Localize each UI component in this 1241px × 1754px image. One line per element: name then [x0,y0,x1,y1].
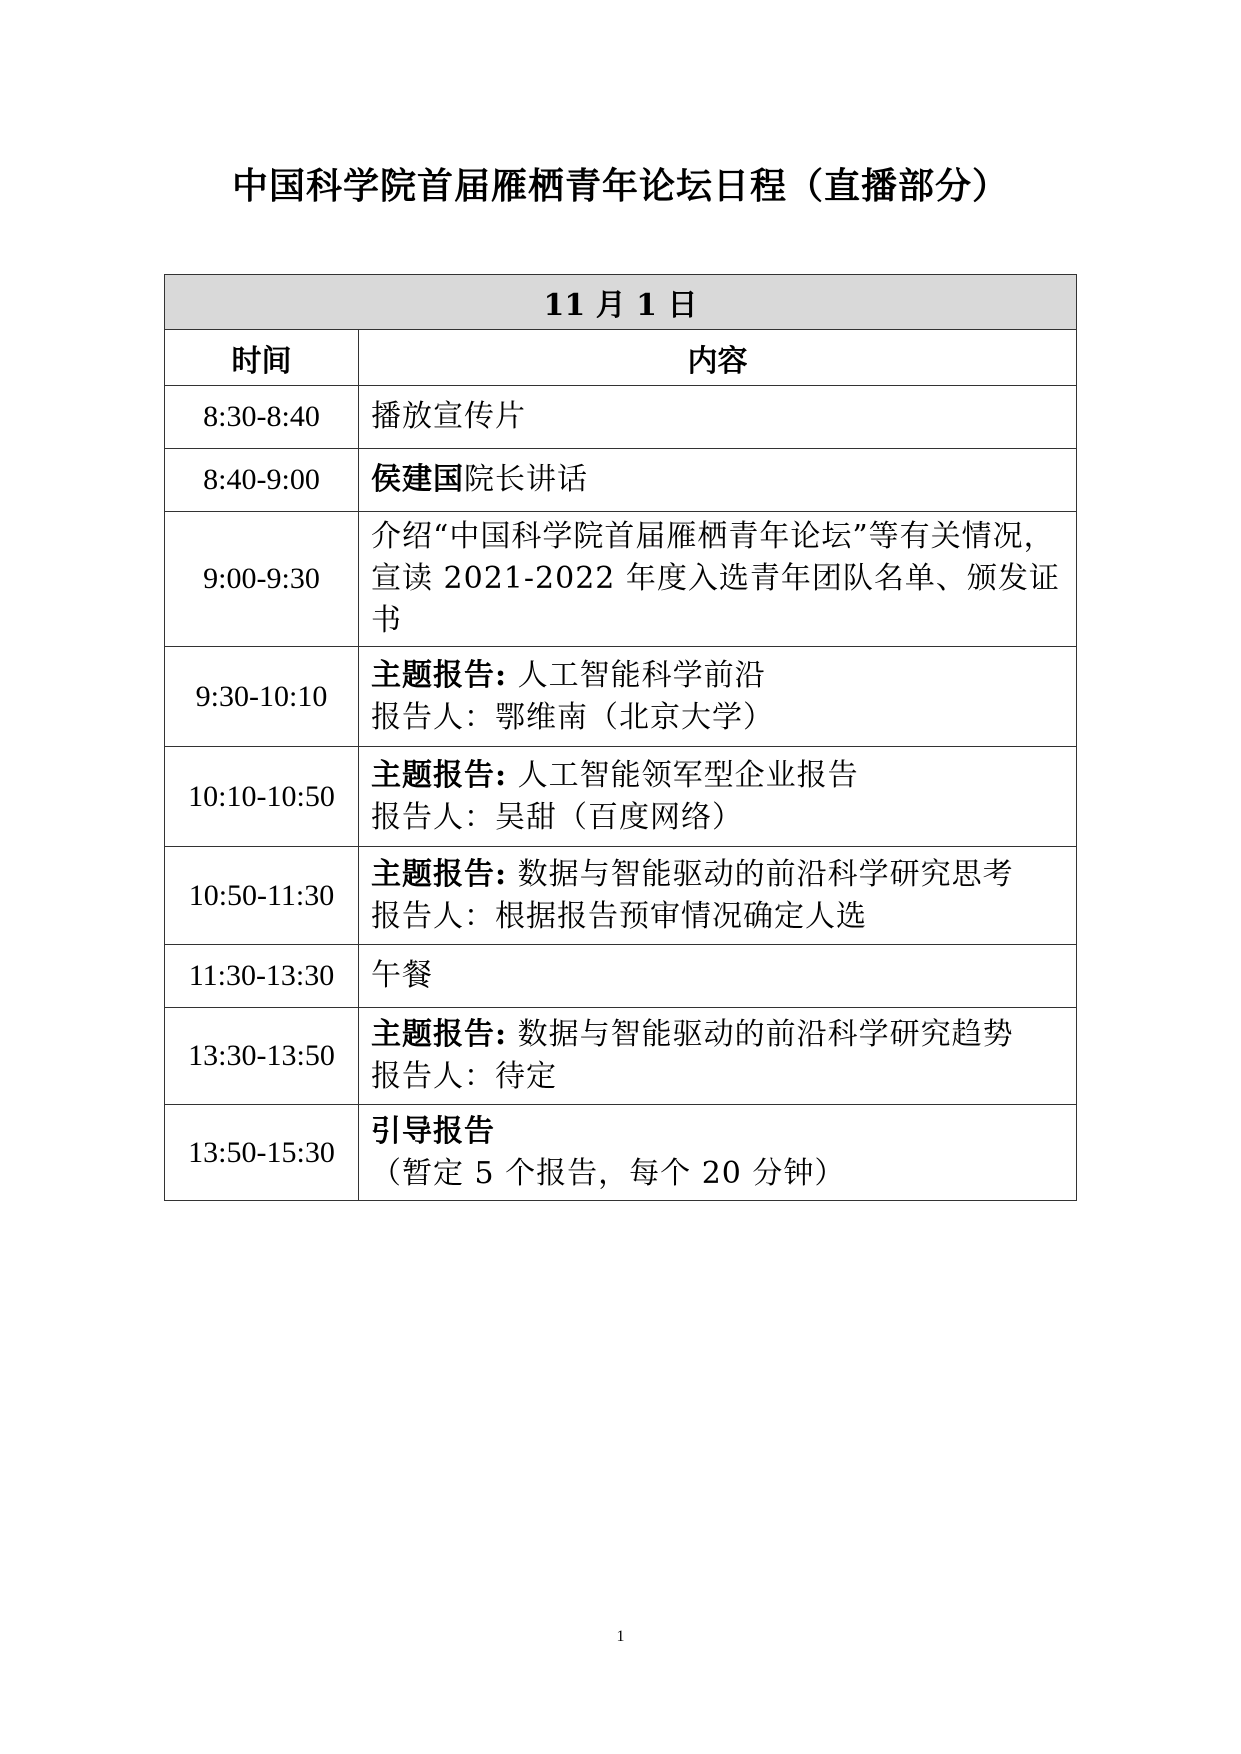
table-row [165,747,1077,847]
time-cell: 8:40-9:00 [165,449,359,512]
table-row [165,945,1077,1008]
header-row [165,330,1077,386]
report-topic: 人工智能领军型企业报告 [517,757,859,793]
content-cell [359,1105,1077,1201]
date-header: 11 月 1 日 [165,275,1077,330]
table-row [165,1008,1077,1105]
time-cell: 9:00-9:30 [165,512,359,647]
table-row [165,386,1077,449]
time-cell: 13:50-15:30 [165,1105,359,1201]
table-row [165,449,1077,512]
content-text: 介绍“中国科学院首届雁栖青年论坛”等有关情况，宣读 2021-2022 年度入选青年团队名单、颁发证书 [371,519,1060,638]
time-cell: 10:10-10:50 [165,747,359,847]
report-label: 主题报告: [371,757,508,793]
time-cell: 8:30-8:40 [165,386,359,449]
content-text: 午餐 [371,958,433,993]
schedule-table [164,274,1077,1201]
report-label: 主题报告: [371,657,508,693]
table-row [165,647,1077,747]
time-column-header: 时间 [165,330,359,386]
table-row [165,847,1077,945]
date-row [165,275,1077,330]
report-topic: 数据与智能驱动的前沿科学研究趋势 [517,1017,1014,1052]
time-cell: 13:30-13:50 [165,1008,359,1105]
content-cell [359,1008,1077,1105]
page-number: 1 [616,1628,625,1645]
table-row [165,1105,1077,1201]
speaker-line: 报告人：鄂维南（北京大学） [371,699,774,735]
content-cell [359,945,1077,1008]
report-label: 主题报告: [371,1017,508,1052]
content-cell [359,386,1077,449]
content-text: 院长讲话 [464,462,588,497]
report-label: 主题报告: [371,856,508,892]
page-title: 中国科学院首届雁栖青年论坛日程（直播部分） [231,165,1009,207]
report-note: （暂定 5 个报告，每个 20 分钟） [371,1155,846,1191]
speaker-name: 侯建国 [371,462,464,497]
report-topic: 人工智能科学前沿 [517,657,766,693]
content-cell [359,512,1077,647]
table-row [165,512,1077,647]
time-cell: 10:50-11:30 [165,847,359,945]
content-cell [359,647,1077,747]
time-cell: 9:30-10:10 [165,647,359,747]
time-cell: 11:30-13:30 [165,945,359,1008]
speaker-line: 报告人：吴甜（百度网络） [371,799,743,835]
report-topic: 数据与智能驱动的前沿科学研究思考 [517,856,1014,892]
content-cell [359,847,1077,945]
speaker-line: 报告人：根据报告预审情况确定人选 [371,898,867,934]
content-column-header: 内容 [359,330,1077,386]
speaker-line: 报告人：待定 [371,1059,557,1094]
report-label: 引导报告 [371,1113,495,1149]
content-text: 播放宣传片 [371,399,526,434]
content-cell [359,449,1077,512]
content-cell [359,747,1077,847]
